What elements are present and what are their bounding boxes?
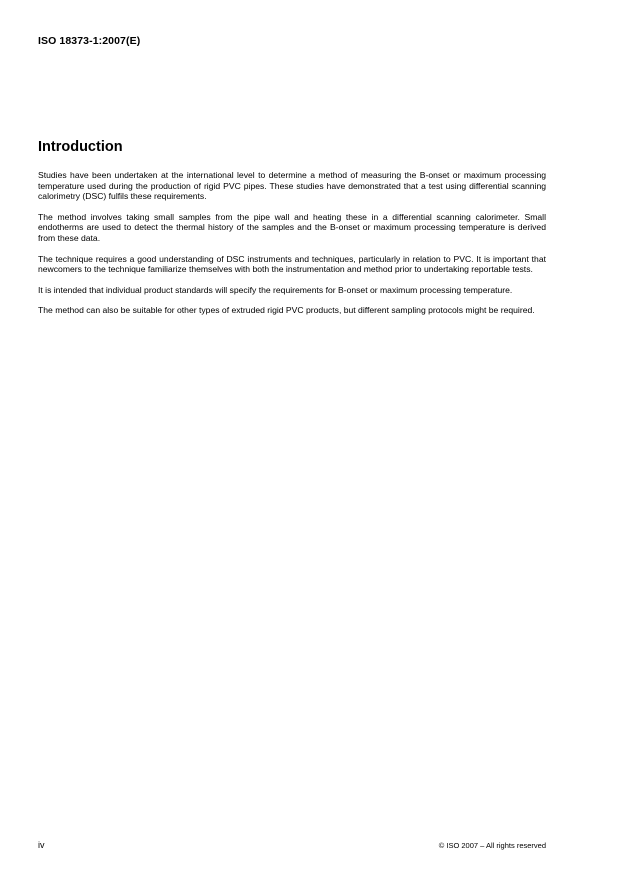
paragraph-1: Studies have been undertaken at the international level to determine a method of measuring the B-onset or maximum processing temperature used during the production of rigid PVC pipes. These studies have demonstrated that a test using differential scanning calorimetry (DSC) fulfils these requirements. xyxy=(38,170,546,202)
paragraph-3: The technique requires a good understanding of DSC instruments and techniques, particularly in relation to PVC. It is important that newcomers to the technique familiarize themselves with both the instrumentation and method prior to undertaking reportable tests. xyxy=(38,253,546,275)
paragraph-2: The method involves taking small samples from the pipe wall and heating these in a differential scanning calorimeter. Small endotherms are used to detect the thermal history of the samples and the B-onset or maximum processing temperature is derived from these data. xyxy=(38,211,546,243)
document-id: ISO 18373-1:2007(E) xyxy=(38,35,141,47)
paragraph-5: The method can also be suitable for other types of extruded rigid PVC products, but different sampling protocols might be required. xyxy=(38,305,535,316)
section-title: Introduction xyxy=(38,139,123,155)
copyright-notice: © ISO 2007 – All rights reserved xyxy=(438,841,546,850)
paragraph-4: It is intended that individual product standards will specify the requirements for B-onset or maximum processing temperature. xyxy=(38,284,513,295)
introduction-body xyxy=(38,170,546,326)
page-number: iv xyxy=(38,840,45,850)
